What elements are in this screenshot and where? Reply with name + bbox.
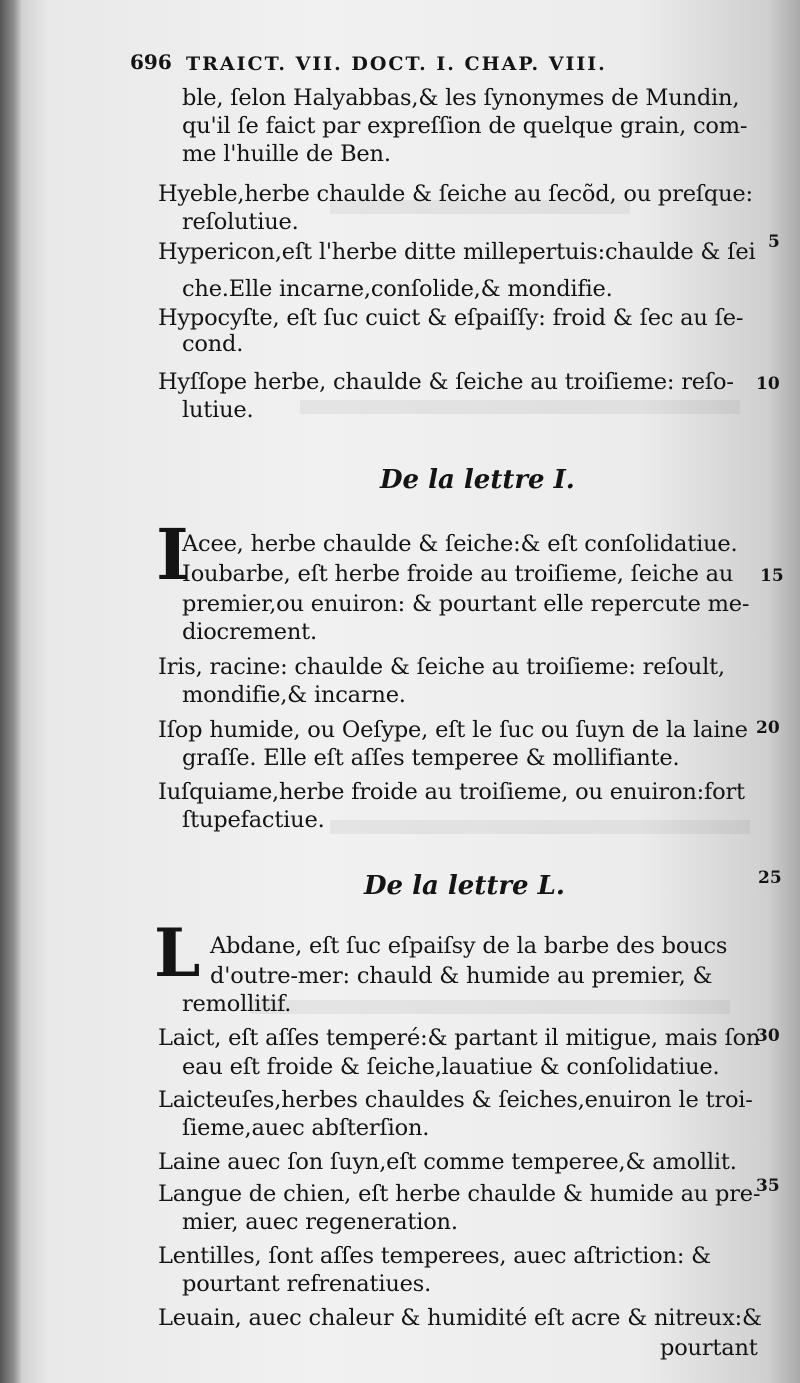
- text-line: Laicteuſes,herbes chauldes & ſeiches,enuiron le troi-: [158, 1087, 753, 1113]
- text-line: premier,ou enuiron: & pourtant elle repercute me-: [182, 591, 750, 617]
- text-line: diocrement.: [182, 619, 317, 645]
- dropcap-l: L: [154, 914, 201, 992]
- section-title-l: De la lettre L.: [364, 871, 565, 901]
- text-line: remollitif.: [182, 991, 292, 1017]
- text-line: qu'il ſe faict par expreſſion de quelque grain, com-: [182, 113, 748, 139]
- text-line: Leuain, auec chaleur & humidité eſt acre & nitreux:&: [158, 1305, 762, 1331]
- page-number: 696: [130, 50, 172, 74]
- text-line: Laict, eſt aſſes temperé:& partant il mitigue, mais ſon: [158, 1025, 761, 1051]
- dropcap-i: I: [156, 513, 189, 596]
- margin-number: 5: [768, 232, 780, 252]
- text-line: d'outre-mer: chauld & humide au premier, &: [210, 963, 713, 989]
- text-line: Hypocyſte, eſt ſuc cuict & eſpaiſſy: froid & ſec au ſe-: [158, 305, 744, 331]
- text-line: ble, ſelon Halyabbas,& les ſynonymes de Mundin,: [182, 85, 740, 111]
- text-line: me l'huille de Ben.: [182, 141, 391, 167]
- text-line: graſſe. Elle eſt aſſes temperee & mollifiante.: [182, 745, 680, 771]
- margin-number: 20: [756, 718, 780, 738]
- section-title-i: De la lettre I.: [380, 465, 575, 495]
- text-line: Langue de chien, eſt herbe chaulde & humide au pre-: [158, 1181, 761, 1207]
- text-line: Ioubarbe, eſt herbe froide au troiſieme, ſeiche au: [182, 561, 734, 587]
- text-line: lutiue.: [182, 397, 254, 423]
- text-line: reſolutiue.: [182, 209, 299, 235]
- text-line: ſieme,auec abſterſion.: [182, 1115, 430, 1141]
- text-line: Iris, racine: chaulde & ſeiche au troiſieme: reſoult,: [158, 654, 725, 680]
- text-line: cond.: [182, 331, 244, 357]
- text-line: che.Elle incarne,conſolide,& mondifie.: [182, 276, 613, 302]
- text-line: Laine auec ſon ſuyn,eſt comme temperee,& amollit.: [158, 1149, 737, 1175]
- text-line: Iuſquiame,herbe froide au troiſieme, ou enuiron:fort: [158, 779, 745, 805]
- text-line: ſtupefactiue.: [182, 807, 325, 833]
- text-line: pourtant refrenatiues.: [182, 1271, 432, 1297]
- text-line: Lentilles, ſont aſſes temperees, auec aſtriction: &: [158, 1243, 711, 1269]
- text-line: mier, auec regeneration.: [182, 1209, 458, 1235]
- running-title: TRAICT. VII. DOCT. I. CHAP. VIII.: [186, 53, 607, 75]
- margin-number: 35: [756, 1176, 780, 1196]
- text-line: Acee, herbe chaulde & ſeiche:& eſt conſolidatiue.: [182, 531, 738, 557]
- margin-number: 30: [756, 1026, 780, 1046]
- text-line: Iſop humide, ou Oeſype, eſt le ſuc ou ſuyn de la laine: [158, 717, 748, 743]
- text-line: Hyeble,herbe chaulde & ſeiche au ſecõd, ou preſque:: [158, 181, 753, 207]
- margin-number: 15: [760, 566, 784, 586]
- text-line: mondifie,& incarne.: [182, 682, 406, 708]
- margin-number: 25: [758, 868, 782, 888]
- catchword: pourtant: [660, 1335, 758, 1361]
- text-line: Hypericon,eſt l'herbe ditte millepertuis:chaulde & ſei: [158, 239, 756, 265]
- text-line: Hyſſope herbe, chaulde & ſeiche au troiſieme: reſo-: [158, 369, 734, 395]
- text-line: eau eſt froide & ſeiche,lauatiue & conſolidatiue.: [182, 1054, 720, 1080]
- margin-number: 10: [756, 374, 780, 394]
- text-line: Abdane, eſt ſuc eſpaiſsy de la barbe des boucs: [210, 933, 728, 959]
